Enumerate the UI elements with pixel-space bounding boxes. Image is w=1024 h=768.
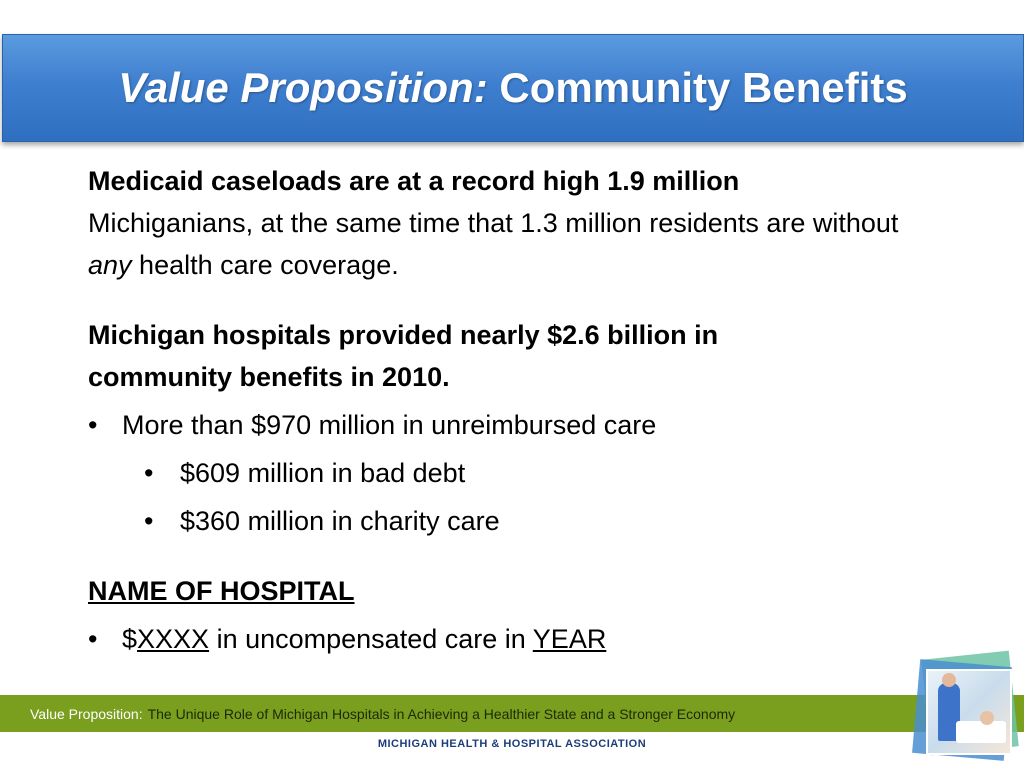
medicaid-text-b: health care coverage.: [131, 250, 399, 280]
hospital-heading: NAME OF HOSPITAL: [88, 576, 355, 606]
slide-title-italic: Value Proposition:: [118, 64, 488, 111]
bullet-unreimbursed-text: More than $970 million in unreimbursed care: [122, 410, 657, 440]
bullet-dot: •: [144, 458, 154, 488]
footer-band: [0, 695, 1024, 732]
hospital-nurse-patient-photo-icon: [916, 655, 1020, 759]
slide-body: [88, 160, 948, 660]
community-benefits-paragraph: Michigan hospitals provided nearly $2.6 billion in community benefits in 2010.: [88, 320, 719, 392]
slide-title: [118, 64, 908, 112]
footer-subtitle: The Unique Role of Michigan Hospitals in Achieving a Healthier State and a Stronger Economy: [147, 705, 736, 722]
amount-placeholder: XXXX: [137, 624, 210, 654]
medicaid-text-a: Michiganians, at the same time that 1.3 million residents are without: [88, 208, 899, 238]
association-name: MICHIGAN HEALTH & HOSPITAL ASSOCIATION: [377, 738, 647, 750]
slide-title-rest: Community Benefits: [499, 64, 908, 111]
bullet-unreimbursed-care: [88, 404, 948, 446]
sub-bullet-bad-debt: [144, 452, 948, 494]
medicaid-paragraph: [88, 160, 948, 286]
bullet-dot: •: [88, 624, 98, 654]
sub-bullet-charity-care-text: $360 million in charity care: [180, 506, 500, 536]
bullet-uncompensated-care: [88, 618, 948, 660]
medicaid-text-italic: any: [88, 250, 132, 280]
bullet-dot: •: [88, 410, 98, 440]
sub-bullet-charity-care: [144, 500, 948, 542]
bullet-dot: •: [144, 506, 154, 536]
bullet-uncompensated-text: in uncompensated care in: [209, 624, 533, 654]
medicaid-bold-text: Medicaid caseloads are at a record high 1.9 million: [88, 166, 740, 196]
title-bar: [2, 34, 1024, 142]
bullet-dollar-sign: $: [122, 624, 138, 654]
sub-bullet-bad-debt-text: $609 million in bad debt: [180, 458, 466, 488]
footer-label: Value Proposition:: [30, 705, 143, 722]
year-placeholder: YEAR: [532, 624, 607, 654]
